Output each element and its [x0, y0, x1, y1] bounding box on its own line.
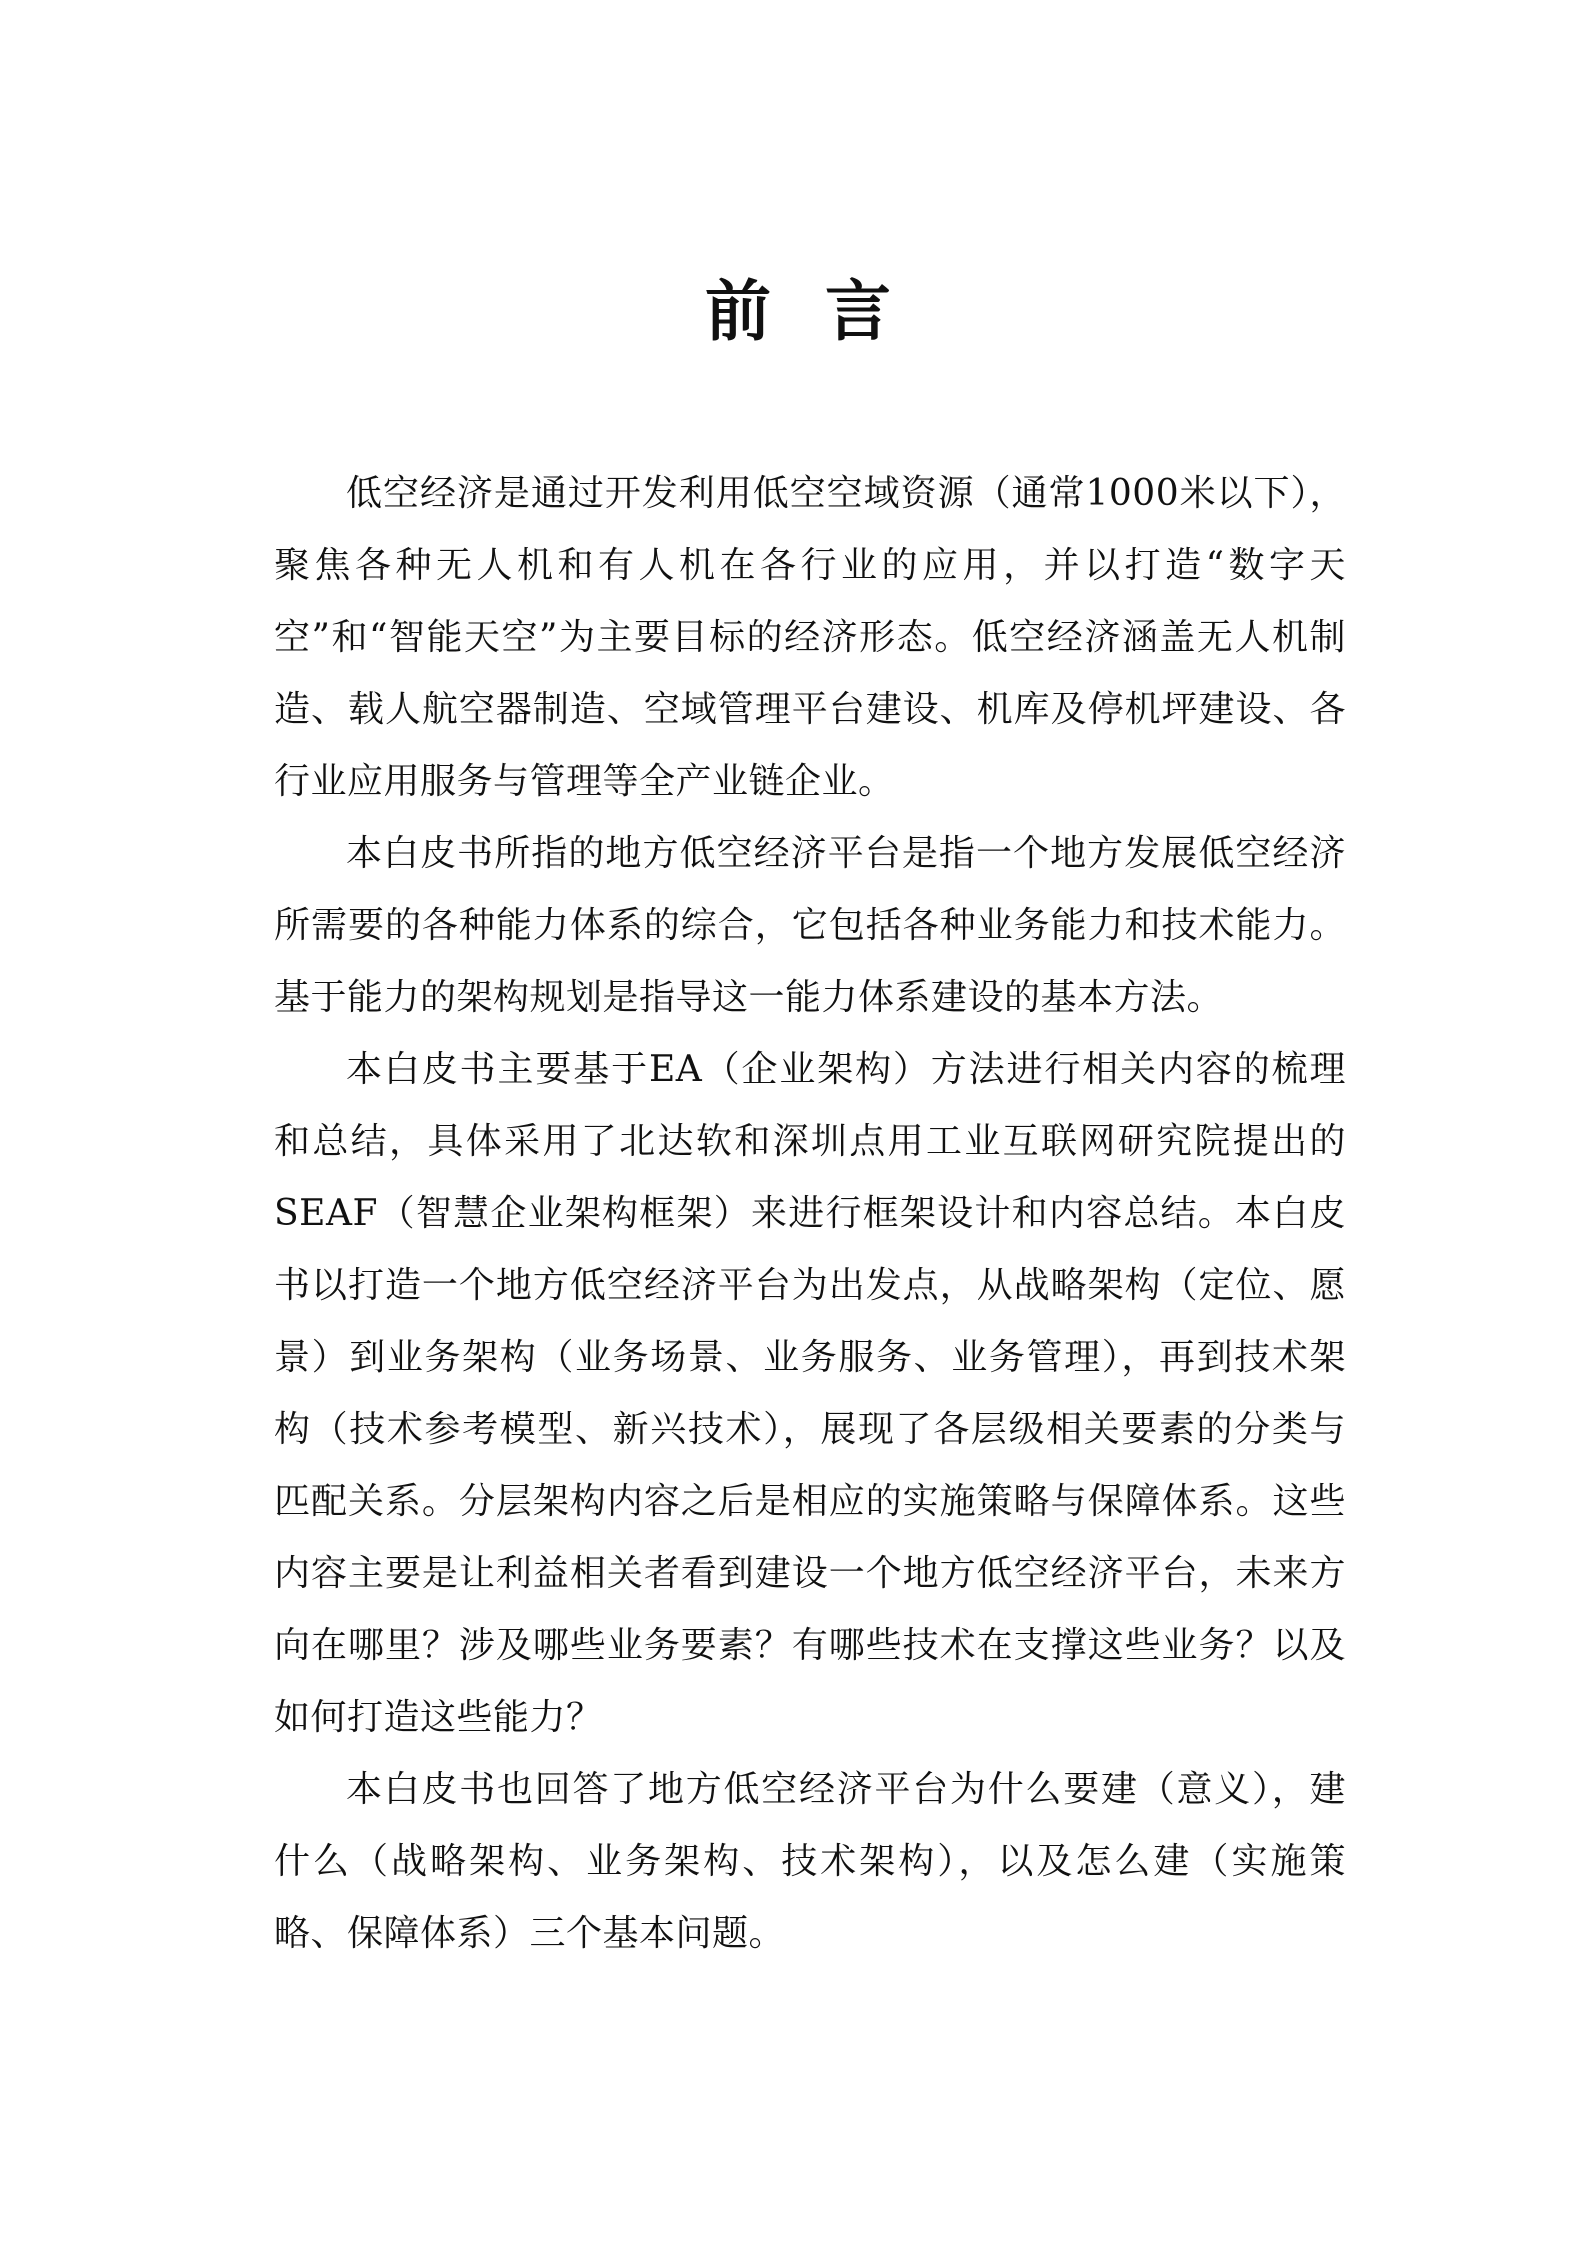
paragraph-4: 本白皮书也回答了地方低空经济平台为什么要建（意义），建什么（战略架构、业务架构、技术架构），以及怎么建（实施策略、保障体系）三个基本问题。: [274, 1769, 1346, 1954]
paragraph-1: 低空经济是通过开发利用低空空域资源（通常1000米以下），聚焦各种无人机和有人机在各行业的应用，并以打造“数字天空”和“智能天空”为主要目标的经济形态。低空经济涵盖无人机制造、载人航空器制造、空域管理平台建设、机库及停机坪建设、各行业应用服务与管理等全产业链企业。: [274, 473, 1346, 802]
page-title: 前言: [705, 273, 945, 350]
paragraph-3: 本白皮书主要基于EA（企业架构）方法进行相关内容的梳理和总结，具体采用了北达软和深圳点用工业互联网研究院提出的SEAF（智慧企业架构框架）来进行框架设计和内容总结。本白皮书以打造一个地方低空经济平台为出发点，从战略架构（定位、愿景）到业务架构（业务场景、业务服务、业务管理），再到技术架构（技术参考模型、新兴技术），展现了各层级相关要素的分类与匹配关系。分层架构内容之后是相应的实施策略与保障体系。这些内容主要是让利益相关者看到建设一个地方低空经济平台，未来方向在哪里？涉及哪些业务要素？有哪些技术在支撑这些业务？以及如何打造这些能力？: [274, 1049, 1346, 1738]
preface-body: [274, 458, 1346, 1970]
paragraph-2: 本白皮书所指的地方低空经济平台是指一个地方发展低空经济所需要的各种能力体系的综合，它包括各种业务能力和技术能力。基于能力的架构规划是指导这一能力体系建设的基本方法。: [274, 833, 1346, 1018]
